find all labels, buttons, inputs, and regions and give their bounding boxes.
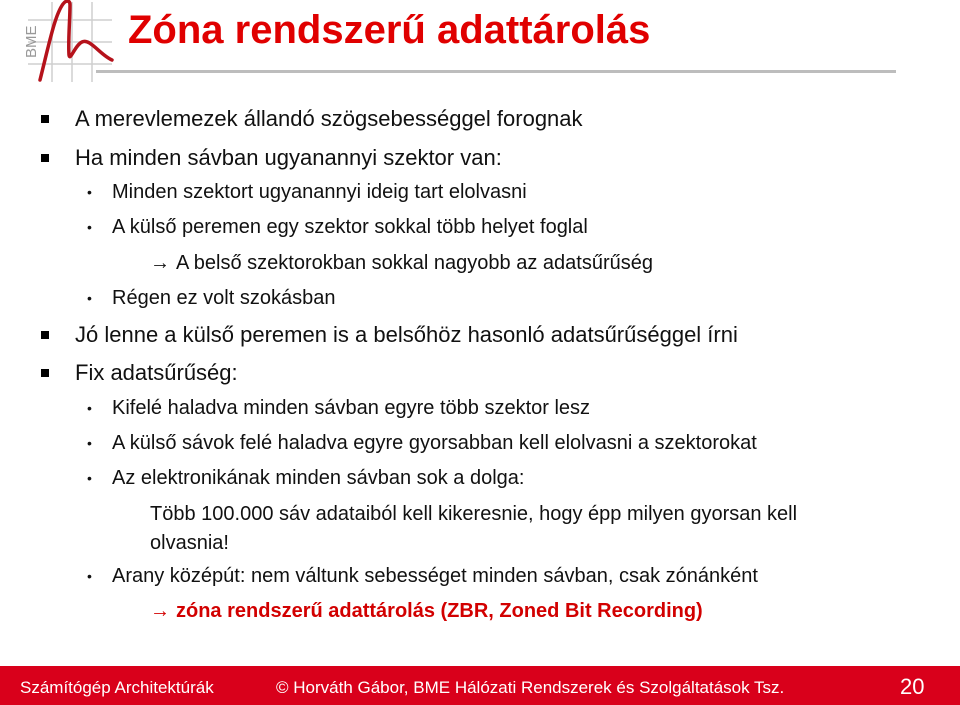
dot-bullet-icon: •: [87, 290, 92, 306]
square-bullet-icon: [41, 115, 49, 123]
dot-bullet-icon: •: [87, 184, 92, 200]
detail-line: Több 100.000 sáv adataiból kell kikeresnie, hogy épp milyen gyorsan kell: [150, 503, 798, 525]
sub-bullet-item: • Az elektronikának minden sávban sok a dolga:: [87, 467, 525, 489]
svg-text:BME: BME: [23, 25, 40, 58]
sub-bullet-item: • Minden szektort ugyanannyi ideig tart elolvasni: [87, 181, 527, 203]
dot-bullet-icon: •: [87, 470, 92, 486]
right-arrow-icon: →: [150, 252, 170, 274]
bullet-item: Jó lenne a külső peremen is a belsőhöz hasonló adatsűrűséggel írni: [75, 322, 738, 348]
square-bullet-icon: [41, 331, 49, 339]
slide-title: Zóna rendszerű adattárolás: [128, 8, 651, 52]
detail-line: olvasnia!: [150, 532, 229, 554]
sub-bullet-item: • A külső peremen egy szektor sokkal több helyet foglal: [87, 216, 588, 238]
page-number: 20: [900, 674, 925, 699]
right-arrow-icon: →: [150, 600, 170, 622]
sub-bullet-item: • A külső sávok felé haladva egyre gyorsabban kell elolvasni a szektorokat: [87, 432, 757, 454]
sub-bullet-item: • Régen ez volt szokásban: [87, 287, 336, 309]
bullet-item: Ha minden sávban ugyanannyi szektor van:: [75, 145, 502, 171]
arrow-item: → A belső szektorokban sokkal nagyobb az adatsűrűség: [150, 252, 653, 274]
dot-bullet-icon: •: [87, 568, 92, 584]
footer-copyright: © Horváth Gábor, BME Hálózati Rendszerek és Szolgáltatások Tsz.: [276, 678, 785, 697]
square-bullet-icon: [41, 369, 49, 377]
bullet-item: Fix adatsűrűség:: [75, 360, 238, 386]
footer-course: Számítógép Architektúrák: [20, 678, 214, 697]
dot-bullet-icon: •: [87, 435, 92, 451]
bullet-item: A merevlemezek állandó szögsebességgel forognak: [75, 106, 583, 132]
sub-bullet-item: • Arany középút: nem váltunk sebességet minden sávban, csak zónánként: [87, 565, 758, 587]
footer-bar: [0, 666, 960, 705]
sub-bullet-item: • Kifelé haladva minden sávban egyre több szektor lesz: [87, 397, 591, 419]
conclusion-item: → zóna rendszerű adattárolás (ZBR, Zoned Bit Recording): [150, 600, 703, 622]
dot-bullet-icon: •: [87, 219, 92, 235]
square-bullet-icon: [41, 154, 49, 162]
dot-bullet-icon: •: [87, 400, 92, 416]
